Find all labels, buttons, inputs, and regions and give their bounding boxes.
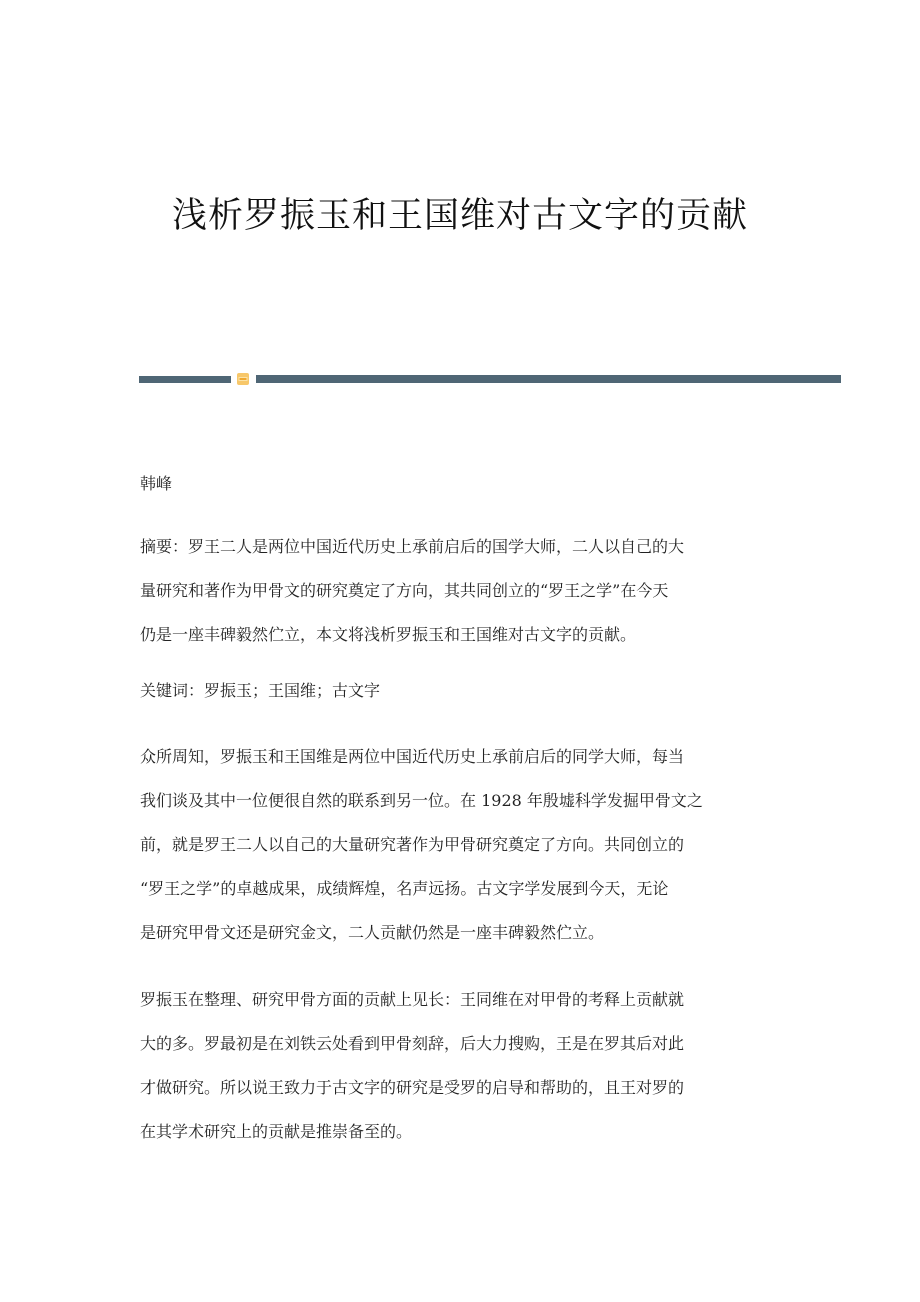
paragraph-line: 前，就是罗王二人以自己的大量研究著作为甲骨研究奠定了方向。共同创立的 xyxy=(140,835,685,854)
paragraph-line: 罗振玉在整理、研究甲骨方面的贡献上见长：王同维在对甲骨的考释上贡献就 xyxy=(140,990,685,1009)
body-paragraph-1 xyxy=(140,735,780,955)
abstract-line: 仍是一座丰碑毅然伫立，本文将浅析罗振玉和王国维对古文字的贡献。 xyxy=(140,625,637,644)
title-divider xyxy=(139,375,841,384)
paragraph-line: 大的多。罗最初是在刘铁云处看到甲骨刻辞，后大力搜购，王是在罗其后对此 xyxy=(140,1034,685,1053)
abstract-line: 摘要：罗王二人是两位中国近代历史上承前启后的国学大师，二人以自己的大 xyxy=(140,537,685,556)
body-paragraph-2 xyxy=(140,978,780,1154)
paragraph-line: “罗王之学”的卓越成果，成绩辉煌，名声远扬。古文字学发展到今天，无论 xyxy=(140,879,669,898)
paragraph-line: 在其学术研究上的贡献是推崇备至的。 xyxy=(140,1122,413,1141)
paragraph-line: 我们谈及其中一位便很自然的联系到另一位。在 1928 年殷墟科学发掘甲骨文之 xyxy=(140,791,703,810)
abstract-line: 量研究和著作为甲骨文的研究奠定了方向，其共同创立的“罗王之学”在今天 xyxy=(140,581,669,600)
paragraph-line: 是研究甲骨文还是研究金文，二人贡献仍然是一座丰碑毅然伫立。 xyxy=(140,923,605,942)
author-name: 韩峰 xyxy=(140,474,173,493)
divider-bar-right xyxy=(256,375,841,383)
divider-emblem-icon xyxy=(236,372,250,386)
abstract xyxy=(140,525,780,657)
paragraph-line: 才做研究。所以说王致力于古文字的研究是受罗的启导和帮助的，且王对罗的 xyxy=(140,1078,685,1097)
document-title: 浅析罗振玉和王国维对古文字的贡献 xyxy=(171,196,748,236)
paragraph-line: 众所周知，罗振玉和王国维是两位中国近代历史上承前启后的同学大师，每当 xyxy=(140,747,685,766)
divider-bar-left xyxy=(139,376,231,383)
keywords: 关键词：罗振玉；王国维；古文字 xyxy=(140,681,381,700)
